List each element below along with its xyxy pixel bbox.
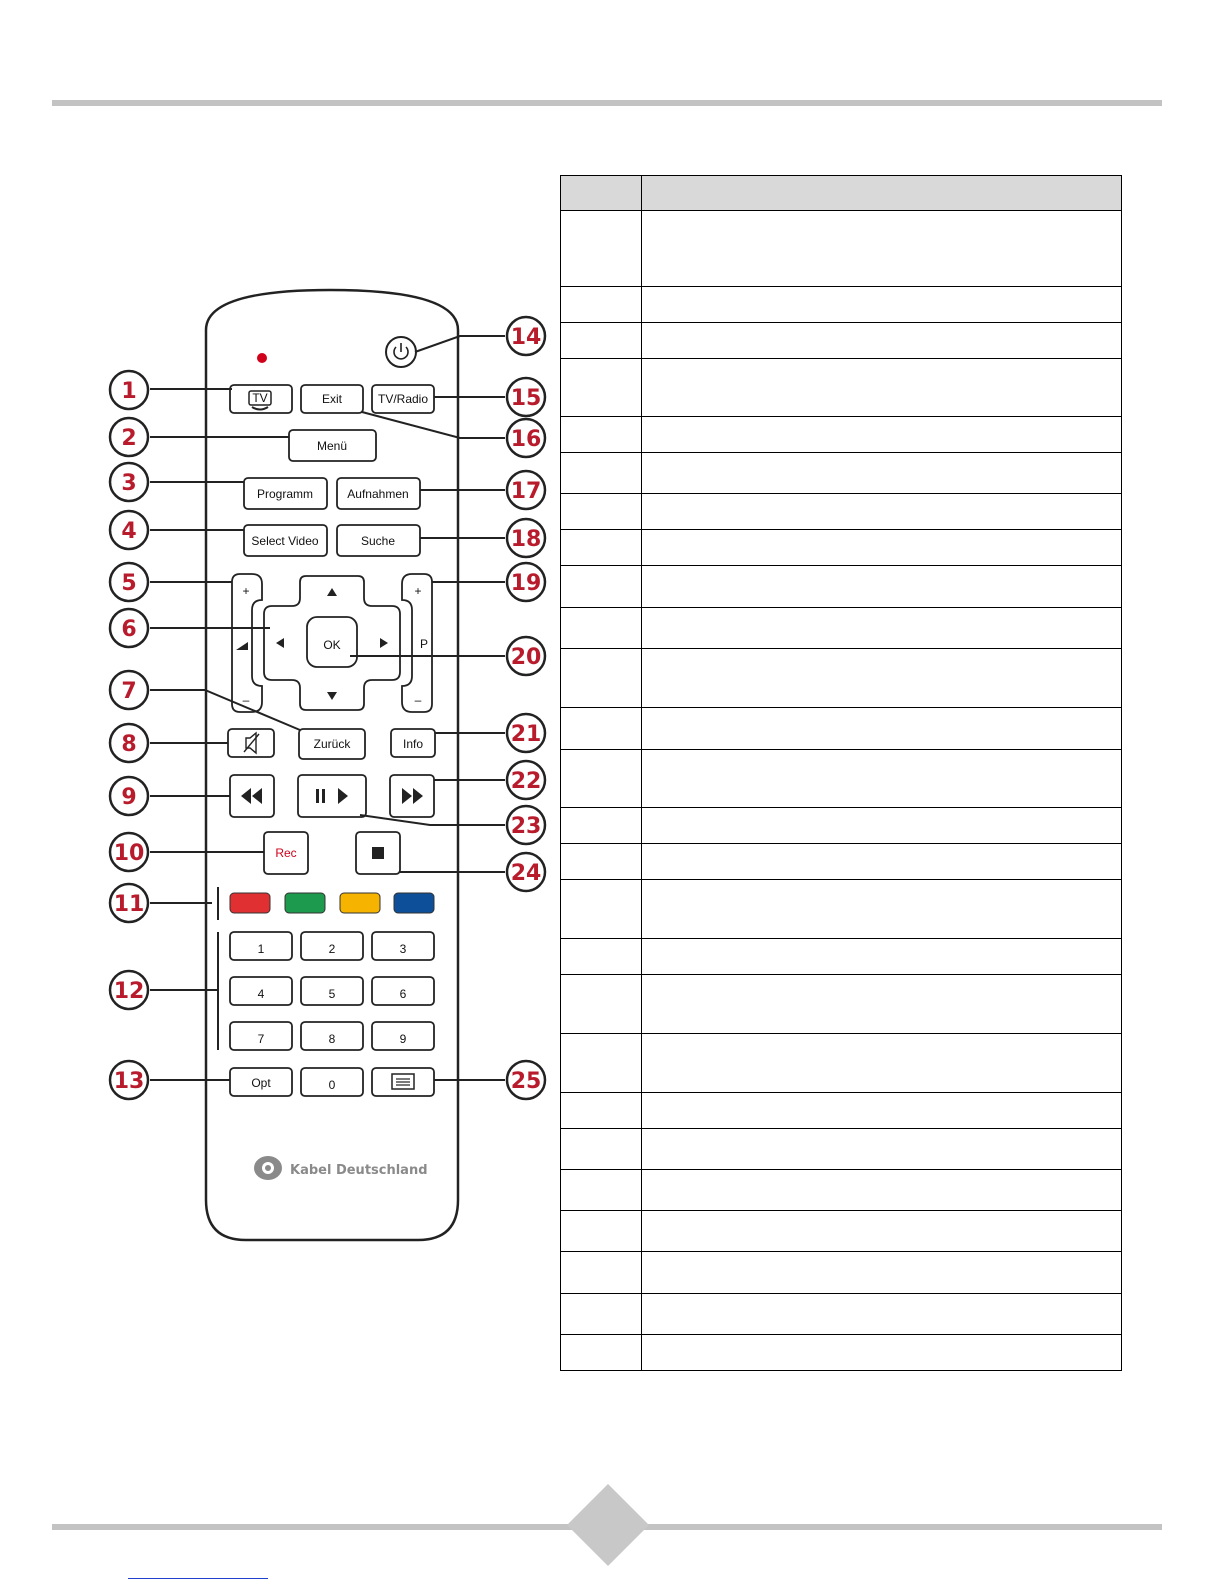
svg-text:0: 0 (328, 1078, 336, 1092)
svg-text:17: 17 (510, 479, 542, 504)
row-key (561, 417, 642, 453)
table-row (561, 566, 1122, 608)
row-description (642, 808, 1122, 844)
callout-1 (110, 371, 148, 409)
row-key (561, 287, 642, 323)
table-row (561, 1335, 1122, 1371)
svg-text:20: 20 (510, 645, 542, 670)
svg-text:Kabel Deutschland: Kabel Deutschland (290, 1163, 428, 1178)
svg-text:7: 7 (257, 1032, 265, 1046)
row-description (642, 1093, 1122, 1129)
row-key (561, 880, 642, 939)
row-description (642, 1170, 1122, 1211)
svg-text:8: 8 (121, 732, 137, 757)
row-description (642, 750, 1122, 808)
row-key (561, 1093, 642, 1129)
svg-text:–: – (242, 693, 250, 707)
table-row (561, 1211, 1122, 1252)
ok-button[interactable] (307, 617, 357, 667)
row-key (561, 975, 642, 1034)
status-led (257, 353, 267, 363)
callout-10 (110, 833, 148, 871)
callout-5 (110, 563, 148, 601)
table-row (561, 608, 1122, 649)
mute-button[interactable] (228, 729, 274, 757)
svg-text:P: P (419, 637, 429, 651)
fast-forward-button[interactable] (390, 775, 434, 817)
digit-9-button[interactable] (372, 1022, 434, 1050)
callout-14 (507, 317, 545, 355)
svg-text:18: 18 (510, 527, 542, 552)
svg-text:Zurück: Zurück (313, 737, 351, 751)
row-description (642, 359, 1122, 417)
key-description-table (560, 175, 1122, 1371)
svg-text:TV/Radio: TV/Radio (377, 392, 429, 406)
tv-button[interactable] (230, 385, 292, 413)
row-key (561, 1252, 642, 1294)
callout-16 (507, 419, 545, 457)
row-key (561, 1335, 642, 1371)
rewind-button[interactable] (230, 775, 274, 817)
row-description (642, 708, 1122, 750)
table-row (561, 880, 1122, 939)
recordings-button[interactable] (337, 478, 420, 509)
footer-link-underline (128, 1578, 268, 1579)
table-row (561, 359, 1122, 417)
svg-text:6: 6 (399, 987, 407, 1001)
svg-text:Opt: Opt (251, 1076, 271, 1090)
callout-13 (110, 1061, 148, 1099)
row-description (642, 1211, 1122, 1252)
digit-3-button[interactable] (372, 932, 434, 960)
svg-text:2: 2 (121, 426, 137, 451)
select-video-button[interactable] (244, 525, 327, 556)
row-description (642, 453, 1122, 494)
row-description (642, 530, 1122, 566)
table-row (561, 323, 1122, 359)
row-description (642, 880, 1122, 939)
yellow-key[interactable] (340, 893, 380, 913)
red-key[interactable] (230, 893, 270, 913)
row-key (561, 708, 642, 750)
table-row (561, 975, 1122, 1034)
svg-text:Exit: Exit (321, 392, 343, 406)
table-row (561, 287, 1122, 323)
svg-text:3: 3 (399, 942, 407, 956)
table-row (561, 1034, 1122, 1093)
digit-6-button[interactable] (372, 977, 434, 1005)
table-row (561, 1093, 1122, 1129)
row-key (561, 1294, 642, 1335)
pause-icon (316, 789, 319, 803)
table-header-description (642, 176, 1122, 211)
callout-2 (110, 418, 148, 456)
callout-9 (110, 777, 148, 815)
callout-21 (507, 714, 545, 752)
digit-2-button[interactable] (301, 932, 363, 960)
svg-text:25: 25 (510, 1069, 542, 1094)
row-key (561, 649, 642, 708)
svg-text:+: + (414, 584, 422, 598)
svg-text:6: 6 (121, 617, 137, 642)
number-pad (230, 932, 434, 1050)
callout-20 (507, 637, 545, 675)
teletext-icon (392, 1074, 414, 1089)
row-key (561, 323, 642, 359)
svg-text:15: 15 (510, 386, 542, 411)
row-description (642, 939, 1122, 975)
row-description (642, 649, 1122, 708)
svg-text:1: 1 (121, 379, 137, 404)
svg-text:13: 13 (113, 1069, 145, 1094)
svg-text:1: 1 (257, 942, 265, 956)
callout-3 (110, 463, 148, 501)
row-description (642, 494, 1122, 530)
row-description (642, 211, 1122, 287)
svg-text:23: 23 (510, 814, 542, 839)
svg-text:Rec: Rec (275, 846, 297, 860)
row-description (642, 844, 1122, 880)
row-key (561, 844, 642, 880)
svg-text:22: 22 (510, 769, 542, 794)
row-key (561, 1211, 642, 1252)
row-key (561, 359, 642, 417)
green-key[interactable] (285, 893, 325, 913)
info-button[interactable] (391, 729, 435, 757)
table-row (561, 939, 1122, 975)
row-description (642, 1335, 1122, 1371)
menu-button[interactable] (289, 430, 376, 461)
svg-text:14: 14 (510, 325, 542, 350)
digit-5-button[interactable] (301, 977, 363, 1005)
search-button[interactable] (337, 525, 420, 556)
svg-text:Select Video: Select Video (251, 534, 319, 548)
row-key (561, 1034, 642, 1093)
table-row (561, 844, 1122, 880)
svg-text:5: 5 (121, 571, 137, 596)
svg-text:–: – (414, 693, 422, 707)
row-description (642, 566, 1122, 608)
row-description (642, 417, 1122, 453)
svg-text:Info: Info (402, 737, 424, 751)
row-key (561, 939, 642, 975)
callout-12 (110, 971, 148, 1009)
row-key (561, 808, 642, 844)
svg-text:2: 2 (328, 942, 336, 956)
svg-text:OK: OK (323, 638, 341, 652)
svg-text:24: 24 (510, 861, 542, 886)
table-header (561, 176, 1122, 211)
svg-text:Programm: Programm (256, 487, 314, 501)
digit-4-button[interactable] (230, 977, 292, 1005)
callout-6 (110, 609, 148, 647)
svg-text:4: 4 (257, 987, 265, 1001)
callout-17 (507, 471, 545, 509)
svg-text:4: 4 (121, 519, 137, 544)
svg-text:Aufnahmen: Aufnahmen (347, 487, 409, 501)
power-button[interactable] (386, 337, 416, 367)
svg-text:16: 16 (510, 427, 542, 452)
back-button[interactable] (299, 729, 365, 759)
table-row (561, 708, 1122, 750)
svg-text:9: 9 (121, 785, 137, 810)
row-description (642, 1034, 1122, 1093)
opt-button[interactable] (230, 1068, 292, 1096)
svg-text:8: 8 (328, 1032, 336, 1046)
row-key (561, 1170, 642, 1211)
svg-text:12: 12 (113, 979, 145, 1004)
record-button[interactable] (264, 832, 308, 874)
callout-11 (110, 884, 148, 922)
svg-text:3: 3 (121, 471, 137, 496)
table-row (561, 1252, 1122, 1294)
row-key (561, 750, 642, 808)
table-row (561, 453, 1122, 494)
svg-text:9: 9 (399, 1032, 407, 1046)
svg-text:7: 7 (121, 679, 137, 704)
svg-text:21: 21 (510, 722, 542, 747)
play-pause-button[interactable] (298, 775, 366, 817)
svg-text:+: + (242, 584, 250, 598)
digit-1-button[interactable] (230, 932, 292, 960)
callout-8 (110, 724, 148, 762)
table-row (561, 494, 1122, 530)
table-row (561, 530, 1122, 566)
row-description (642, 975, 1122, 1034)
exit-button[interactable] (301, 385, 363, 413)
stop-icon (372, 847, 384, 859)
row-description (642, 608, 1122, 649)
teletext-button[interactable] (372, 1068, 434, 1096)
row-key (561, 211, 642, 287)
digit-0-button[interactable] (301, 1068, 363, 1096)
table-row (561, 750, 1122, 808)
digit-8-button[interactable] (301, 1022, 363, 1050)
row-description (642, 323, 1122, 359)
row-description (642, 1294, 1122, 1335)
callout-24 (507, 853, 545, 891)
callout-25 (507, 1061, 545, 1099)
svg-text:5: 5 (328, 987, 336, 1001)
callout-22 (507, 761, 545, 799)
svg-text:11: 11 (113, 892, 145, 917)
tv-radio-button[interactable] (372, 385, 434, 413)
callout-15 (507, 378, 545, 416)
row-key (561, 453, 642, 494)
table-header-key (561, 176, 642, 211)
table-row (561, 649, 1122, 708)
row-key (561, 566, 642, 608)
row-key (561, 1129, 642, 1170)
table-row (561, 808, 1122, 844)
row-description (642, 1129, 1122, 1170)
svg-text:TV: TV (252, 391, 268, 405)
row-key (561, 530, 642, 566)
callout-23 (507, 806, 545, 844)
digit-7-button[interactable] (230, 1022, 292, 1050)
row-key (561, 494, 642, 530)
remote-control-figure (0, 0, 560, 1300)
row-description (642, 1252, 1122, 1294)
stop-button[interactable] (356, 832, 400, 874)
table-row (561, 417, 1122, 453)
callout-7 (110, 671, 148, 709)
row-key (561, 608, 642, 649)
table-row (561, 211, 1122, 287)
svg-text:Menü: Menü (316, 439, 348, 453)
row-description (642, 287, 1122, 323)
table-row (561, 1170, 1122, 1211)
table-row (561, 1129, 1122, 1170)
svg-text:10: 10 (113, 841, 145, 866)
table-row (561, 1294, 1122, 1335)
svg-text:Suche: Suche (360, 534, 396, 548)
callout-4 (110, 511, 148, 549)
program-button[interactable] (244, 478, 327, 509)
blue-key[interactable] (394, 893, 434, 913)
callout-19 (507, 563, 545, 601)
svg-text:19: 19 (510, 571, 542, 596)
page-diamond (567, 1484, 649, 1566)
callout-18 (507, 519, 545, 557)
